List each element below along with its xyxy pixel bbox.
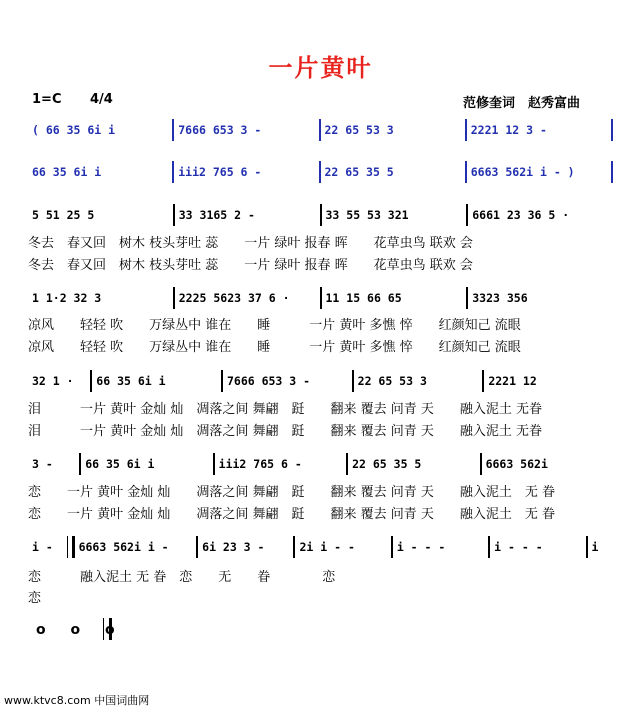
lyric-row-5-verse-2: 恋 (28, 591, 42, 606)
credits: 范修奎词 赵秀富曲 (463, 96, 581, 111)
measure: 33 3165 2 - (178, 208, 255, 222)
lyric-row-1-verse-2: 冬去 春又回 树木 枝头芽吐 蕊 一片 绿叶 报春 晖 花草虫鸟 联欢 会 (28, 258, 473, 273)
footer-watermark: www.ktvc8.com 中国词曲网 (4, 694, 150, 707)
measure: 3 - (32, 457, 53, 471)
lyric-row-4-verse-2: 恋 一片 黄叶 金灿 灿 凋落之间 舞翩 跹 翻来 覆去 问青 天 融入泥土 无 眷 (28, 507, 556, 522)
barline (611, 161, 613, 183)
measure: 22 65 53 3 (357, 374, 427, 388)
measure: 2i i - - (299, 540, 355, 554)
intro-line-2 (28, 160, 613, 184)
lyric-row-1-verse-1: 冬去 春又回 树木 枝头芽吐 蕊 一片 绿叶 报春 晖 花草虫鸟 联欢 会 (28, 236, 473, 251)
final-barline (103, 618, 112, 640)
ending-rests: o o o (36, 622, 125, 638)
measure: 66 35 6i i (85, 457, 155, 471)
measure: 7666 653 3 - (178, 123, 262, 137)
measure: i - - - (396, 540, 446, 554)
notation-row-3 (28, 369, 613, 393)
measure: i - (32, 540, 53, 554)
repeat-barline (67, 536, 75, 558)
measure: 7666 653 3 - (226, 374, 311, 388)
measure: 6663 562i (485, 457, 548, 471)
measure: 5 51 25 5 (32, 208, 95, 222)
measure: 6663 562i i - ) (470, 165, 575, 179)
lyric-row-2-verse-2: 凉风 轻轻 吹 万绿丛中 谁在 睡 一片 黄叶 多憔 悴 红颜知己 流眼 (28, 340, 521, 355)
notation-row-5 (28, 535, 613, 559)
notation-row-4 (28, 452, 613, 476)
measure: 66 35 6i i (96, 374, 166, 388)
notation-row-2 (28, 286, 613, 310)
measure: 2221 12 (488, 374, 537, 388)
lyric-row-5-verse-1: 恋 融入泥土 无 眷 恋 无 眷 恋 (28, 570, 336, 585)
measure: iii2 765 6 - (178, 165, 262, 179)
time-signature: 4/4 (90, 92, 113, 107)
measure: 3323 356 (472, 291, 528, 305)
measure: 66 35 6i i (32, 165, 102, 179)
lyric-row-3-verse-1: 泪 一片 黄叶 金灿 灿 凋落之间 舞翩 跹 翻来 覆去 问青 天 融入泥土 无眷 (28, 402, 543, 417)
measure: 1 1·2 32 3 (32, 291, 102, 305)
intro-line-1 (28, 118, 613, 142)
measure: 6i 23 3 - (202, 540, 265, 554)
lyric-row-3-verse-2: 泪 一片 黄叶 金灿 灿 凋落之间 舞翩 跹 翻来 覆去 问青 天 融入泥土 无眷 (28, 424, 543, 439)
measure: 2225 5623 37 6 · (178, 291, 290, 305)
measure: 2221 12 3 - (470, 123, 547, 137)
measure: ( 66 35 6i i (32, 123, 116, 137)
measure: 22 65 53 3 (324, 123, 394, 137)
measure: 33 55 53 321 (325, 208, 409, 222)
key-signature: 1=C (32, 92, 62, 107)
measure: 6663 562i i - (78, 540, 169, 554)
measure: 22 65 35 5 (352, 457, 422, 471)
lyric-row-2-verse-1: 凉风 轻轻 吹 万绿丛中 谁在 睡 一片 黄叶 多憔 悴 红颜知己 流眼 (28, 318, 521, 333)
notation-row-1 (28, 203, 613, 227)
measure: 22 65 35 5 (324, 165, 394, 179)
barline (611, 119, 613, 141)
measure: iii2 765 6 - (218, 457, 302, 471)
song-title: 一片黄叶 (268, 53, 373, 82)
lyric-row-4-verse-1: 恋 一片 黄叶 金灿 灿 凋落之间 舞翩 跹 翻来 覆去 问青 天 融入泥土 无 眷 (28, 485, 556, 500)
measure: i (591, 540, 599, 554)
measure: i - - - (494, 540, 543, 554)
measure: 6661 23 36 5 · (472, 208, 570, 222)
measure: 32 1 · (32, 374, 74, 388)
measure: 11 15 66 65 (325, 291, 402, 305)
